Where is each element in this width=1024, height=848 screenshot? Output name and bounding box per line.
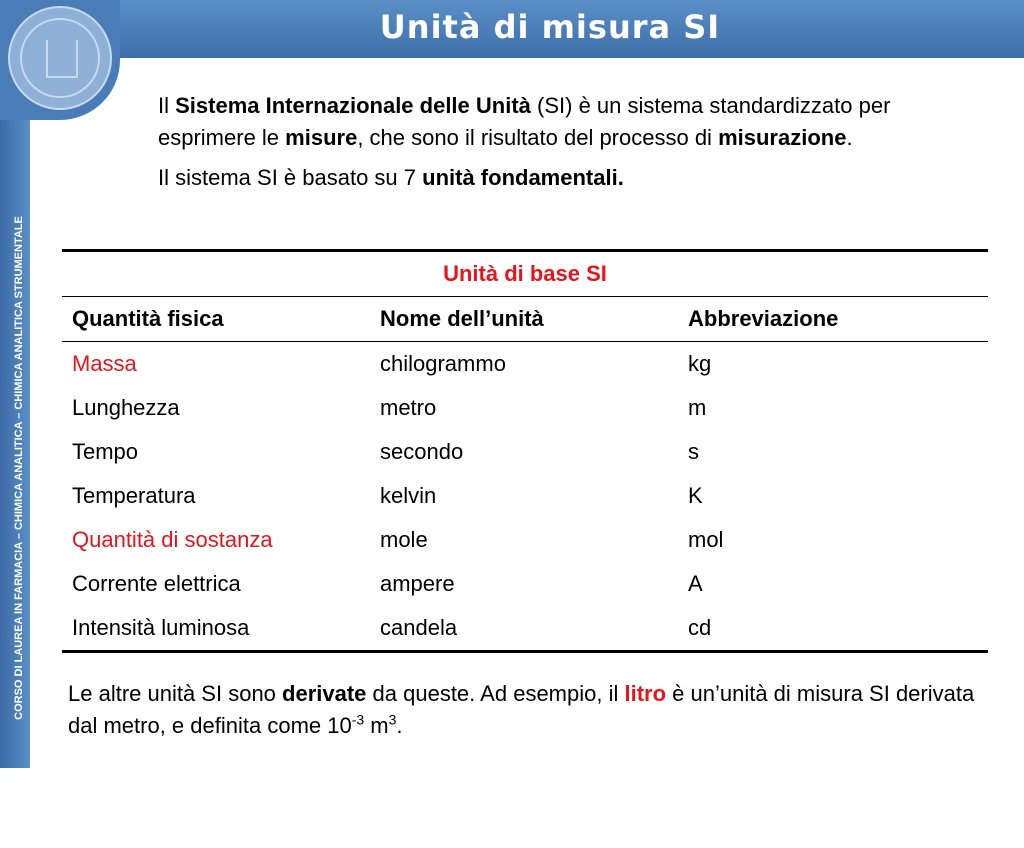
intro-text — [158, 90, 988, 194]
exponent: 3 — [388, 711, 397, 728]
bold-term: misurazione — [718, 125, 847, 150]
text-run: . — [846, 125, 853, 150]
text-run: da queste. Ad esempio, il — [366, 681, 625, 706]
quantity-cell: Temperatura — [72, 483, 196, 508]
bold-term: Sistema Internazionale delle Unità — [175, 93, 531, 118]
bold-term: derivate — [282, 681, 367, 706]
abbr-cell: A — [688, 571, 703, 596]
bold-term: unità fondamentali. — [422, 165, 624, 190]
abbr-cell: kg — [688, 351, 712, 376]
text-run: m — [364, 713, 389, 738]
quantity-cell: Intensità luminosa — [62, 606, 370, 652]
intro-paragraph-2 — [158, 162, 988, 194]
derived-units-note — [68, 678, 1008, 742]
unit-cell: ampere — [380, 571, 455, 596]
unit-cell: chilogrammo — [380, 351, 506, 376]
table-row — [62, 474, 988, 518]
unit-cell: kelvin — [380, 483, 437, 508]
column-header-abbreviation: Abbreviazione — [678, 297, 988, 342]
quantity-cell: Lunghezza — [72, 395, 180, 420]
table-row — [62, 606, 988, 652]
text-run: Le altre unità SI sono — [68, 681, 283, 706]
exponent: -3 — [351, 711, 365, 728]
bold-term: misure — [285, 125, 358, 150]
unit-cell: secondo — [380, 439, 464, 464]
abbr-cell: m — [688, 395, 707, 420]
column-header-unit: Nome dell’unità — [370, 297, 678, 342]
unit-cell: mole — [380, 527, 428, 552]
bold-term-highlight: litro — [624, 681, 667, 706]
table-row — [62, 518, 988, 562]
abbr-cell: mol — [688, 527, 724, 552]
course-label: CORSO DI LAUREA IN FARMACIA – CHIMICA ANALITICA – CHIMICA ANALITICA STRUMENTALE — [13, 216, 25, 720]
si-units-table — [62, 249, 988, 653]
quantity-cell: Quantità di sostanza — [72, 527, 273, 552]
quantity-cell: Massa — [72, 351, 137, 376]
quantity-cell: Corrente elettrica — [72, 571, 241, 596]
text-run: (SI) è un sistema standardizzato per esprimere le — [158, 93, 891, 150]
text-run: è un’unità di misura SI derivata dal metro, e definita come 10 — [68, 681, 975, 738]
column-header-quantity: Quantità fisica — [62, 297, 370, 342]
table-header-row — [62, 297, 988, 342]
abbr-cell: K — [688, 483, 703, 508]
text-run: . — [396, 713, 403, 738]
slide-title: Unità di misura SI — [379, 8, 721, 46]
table-caption-row — [62, 251, 988, 297]
table-row — [62, 562, 988, 606]
abbr-cell: s — [688, 439, 699, 464]
table-row — [62, 430, 988, 474]
text-run: , che sono il risultato del processo di — [357, 125, 719, 150]
intro-paragraph-1 — [158, 90, 988, 154]
unit-cell: candela — [370, 606, 678, 652]
table-caption: Unità di base SI — [62, 251, 988, 297]
text-run: Il sistema SI è basato su 7 — [158, 165, 423, 190]
table-row — [62, 386, 988, 430]
abbr-cell: cd — [678, 606, 988, 652]
unit-cell: metro — [380, 395, 437, 420]
table-row — [62, 342, 988, 387]
quantity-cell: Tempo — [72, 439, 139, 464]
text-run: Il — [158, 93, 176, 118]
